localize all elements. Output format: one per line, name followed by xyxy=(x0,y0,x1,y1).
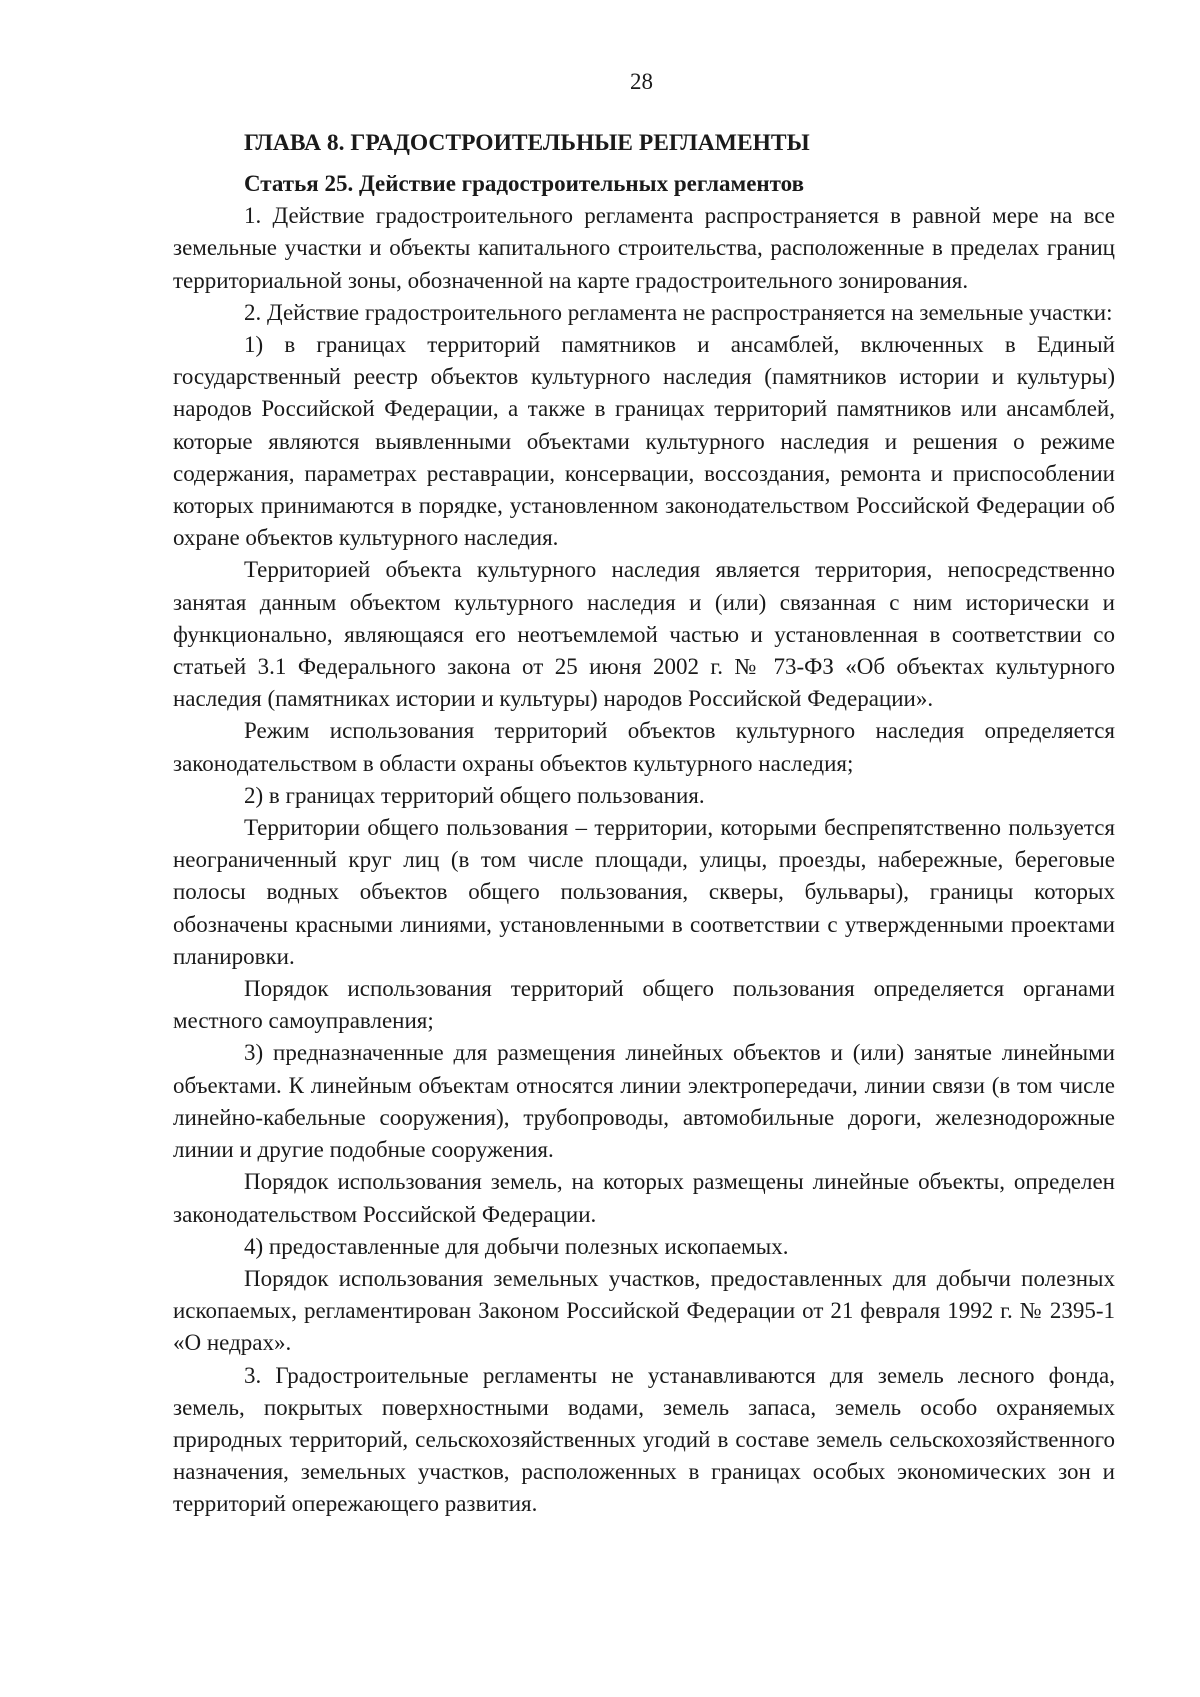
page-number: 28 xyxy=(630,69,653,94)
paragraph-2: 2. Действие градостроительного регламента не распространяется на земельные участки: xyxy=(244,299,1113,325)
document-body xyxy=(173,126,1115,1521)
paragraph-item-3: 3) предназначенные для размещения линейных объектов и (или) занятые линейными объектами. К линейным объектам относятся линии электропередачи, линии связи (в том числе линейно-кабельные сооружения), трубопроводы, автомобильные дороги, железнодорожные линии и другие подобные сооружения. xyxy=(173,1040,1115,1163)
paragraph-item-1: 1) в границах территорий памятников и ансамблей, включенных в Единый государственный реестр объектов культурного наследия (памятников истории и культуры) народов Российской Федерации, а также в границах территорий памятников или ансамблей, которые являются выявленными объектами культурного наследия и решения о режиме содержания, параметрах реставрации, консервации, воссоздания, ремонта и приспособлении которых принимаются в порядке, установленном законодательством Российской Федерации об охране объектов культурного наследия. xyxy=(173,332,1115,551)
paragraph-cultural-heritage-regime: Режим использования территорий объектов культурного наследия определяется законодательством в области охраны объектов культурного наследия; xyxy=(173,718,1115,776)
paragraph-mining-order: Порядок использования земельных участков, предоставленных для добычи полезных ископаемых, регламентирован Законом Российской Федерации от 21 февраля 1992 г. № 2395-1 «О недрах». xyxy=(173,1265,1115,1356)
article-title: Статья 25. Действие градостроительных регламентов xyxy=(244,171,805,196)
paragraph-public-territories: Территории общего пользования – территории, которыми беспрепятственно пользуется неограниченный круг лиц (в том числе площади, улицы, проезды, набережные, береговые полосы водных объектов общего пользования, скверы, бульвары), границы которых обозначены красными линиями, установленными в соответствии с утвержденными проектами планировки. xyxy=(173,815,1115,969)
paragraph-1: 1. Действие градостроительного регламента распространяется в равной мере на все земельные участки и объекты капитального строительства, расположенные в пределах границ территориальной зоны, обозначенной на карте градостроительного зонирования. xyxy=(173,203,1115,293)
paragraph-cultural-heritage-territory: Территорией объекта культурного наследия является территория, непосредственно занятая данным объектом культурного наследия и (или) связанная с ним исторически и функционально, являющаяся его неотъемлемой частью и установленная в соответствии со статьей 3.1 Федерального закона от 25 июня 2002 г. № 73-ФЗ «Об объектах культурного наследия (памятниках истории и культуры) народов Российской Федерации». xyxy=(173,557,1115,712)
chapter-title: ГЛАВА 8. ГРАДОСТРОИТЕЛЬНЫЕ РЕГЛАМЕНТЫ xyxy=(244,130,810,156)
paragraph-item-4: 4) предоставленные для добычи полезных ископаемых. xyxy=(244,1233,789,1259)
paragraph-3: 3. Градостроительные регламенты не устанавливаются для земель лесного фонда, земель, покрытых поверхностными водами, земель запаса, земель особо охраняемых природных территорий, сельскохозяйственных угодий в составе земель сельскохозяйственного назначения, земельных участков, расположенных в границах особых экономических зон и территорий опережающего развития. xyxy=(173,1362,1115,1517)
paragraph-item-2: 2) в границах территорий общего пользования. xyxy=(244,782,705,808)
paragraph-linear-objects-order: Порядок использования земель, на которых размещены линейные объекты, определен законодательством Российской Федерации. xyxy=(173,1169,1115,1227)
paragraph-public-territories-order: Порядок использования территорий общего пользования определяется органами местного самоуправления; xyxy=(173,976,1115,1034)
